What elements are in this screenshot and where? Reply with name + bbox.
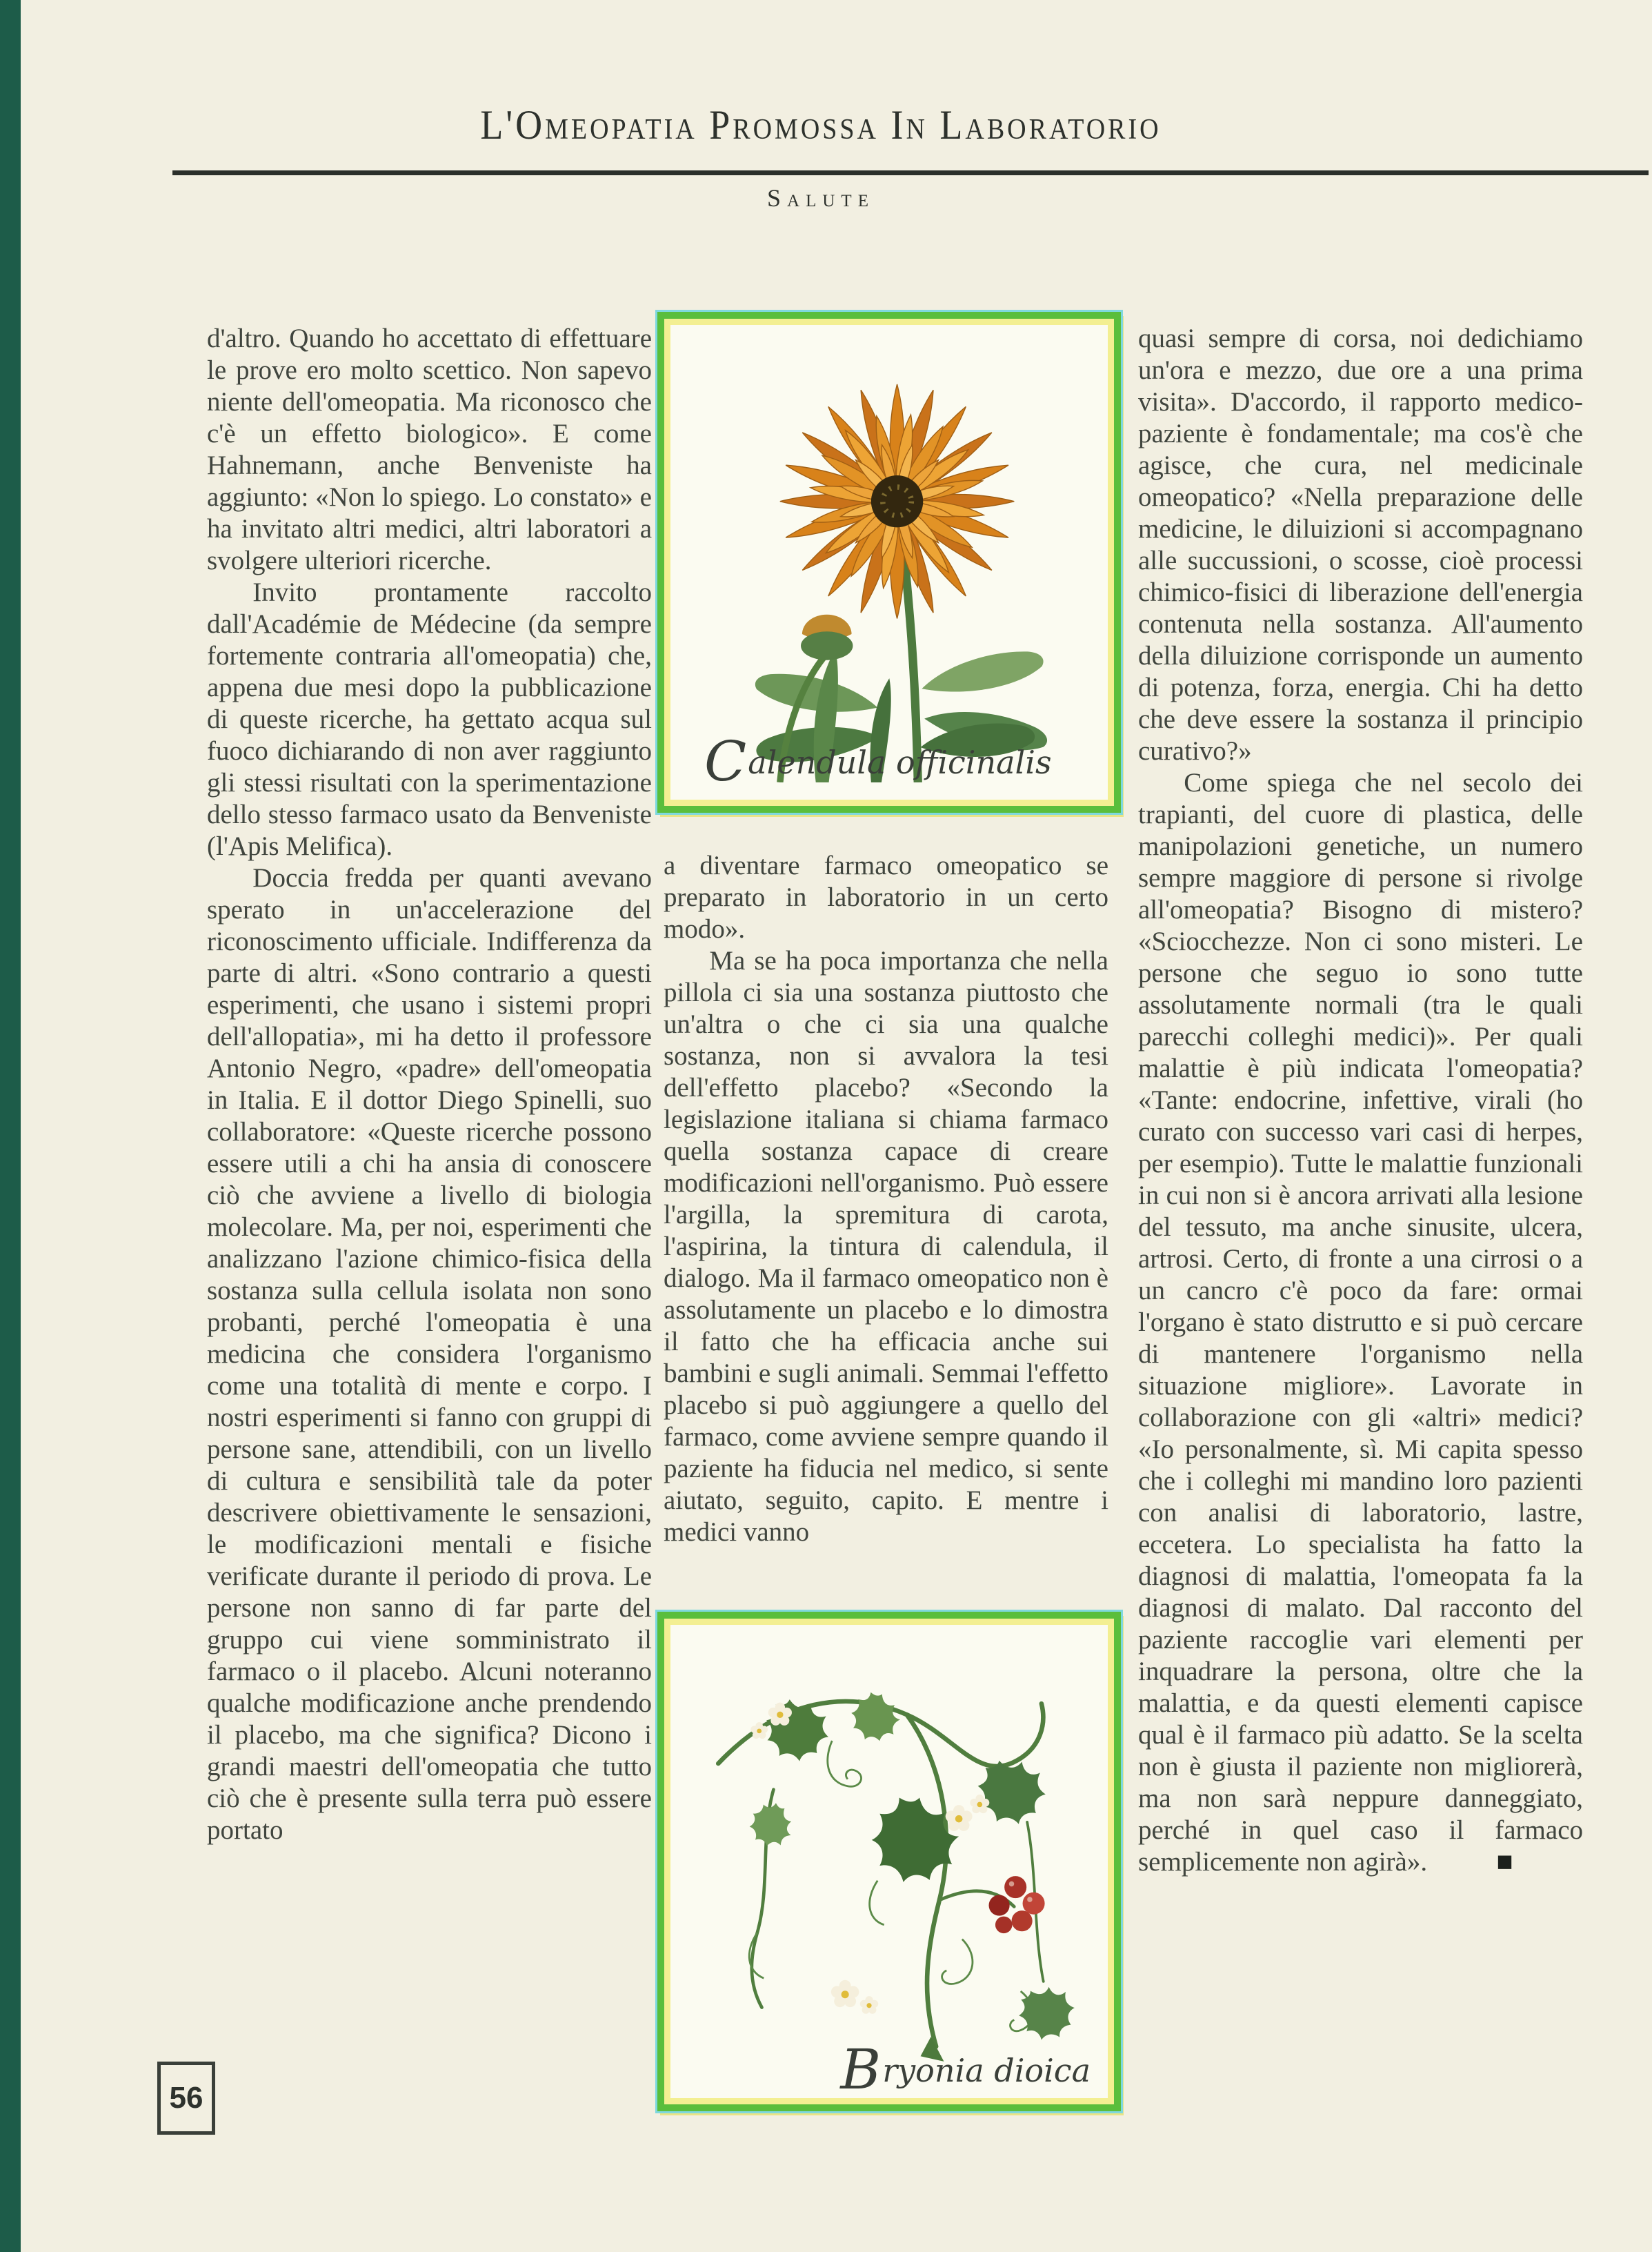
calendula-illustration (673, 327, 1089, 782)
article-column-3 (1138, 323, 1583, 2200)
article-paragraph: Doccia fredda per quanti avevano sperato in un'accelerazione del riconoscimento ufficiale. Indifferenza da parte di altri. «Sono contrario a questi esperimenti, che usano i sistemi propri dell'allopatia», mi ha detto il professore Antonio Negro, «padre» dell'omeopatia in Italia. E il dottor Diego Spinelli, suo collaboratore: «Queste ricerche possono essere utili a chi ha ansia di conoscere ciò che avviene a livello di biologia molecolare. Ma, per noi, esperimenti che analizzano l'azione chimico-fisica della sostanza sulla cellula isolata non sono probanti, perché l'omeopatia è una medicina che considera l'organismo come una totalità di mente e corpo. I nostri esperimenti si fanno con gruppi di persone sane, attendibili, con un livello di cultura e sensibilità tale da poter descrivere obiettivamente le sensazioni, le modificazioni mentali e fisiche verificate durante il periodo di prova. Le persone non sanno di far parte del gruppo cui viene somministrato il farmaco o il placebo. Alcuni noteranno qualche modificazione anche prendendo il placebo, ma che significa? Dicono i grandi maestri dell'omeopatia che tutto ciò che è presente sulla terra può essere portato (207, 863, 652, 1845)
section-label: Salute (767, 184, 875, 212)
caption-text: alendula officinalis (748, 744, 1052, 781)
caption-text: ryonia dioica (882, 2052, 1091, 2089)
caption-initial: C (704, 729, 747, 793)
article-column-2 (664, 850, 1108, 1609)
article-paragraph: Invito prontamente raccolto dall'Académie de Médecine (da sempre fortemente contraria all'omeopatia) che, appena due mesi dopo la pubblicazione di queste ricerche, ha gettato acqua sul fuoco dichiarando di non aver raggiunto gli stessi risultati con la sperimentazione dello stesso farmaco usato da Benveniste (l'Apis Melifica). (207, 577, 652, 861)
article-paragraph: quasi sempre di corsa, noi dedichiamo un'ora e mezzo, due ore a una prima visita». D'accordo, il rapporto medico-paziente è fondamentale; ma cos'è che agisce, che cura, nel medicinale omeopatico? «Nella preparazione delle medicine, le diluizioni si accompagnano alle succussioni, o scosse, cioè processi chimico-fisici di liberazione dell'energia contenuta nella sostanza. All'aumento della diluizione corrisponde un aumento di potenza, forza, energia. Chi ha detto che deve essere la sostanza il principio curativo?» (1138, 324, 1583, 766)
bryonia-illustration (673, 1627, 1089, 2082)
header-rule (172, 170, 1649, 175)
page-title: L'Omeopatia Promossa In Laboratorio (480, 101, 1162, 148)
paragraph-text: Come spiega che nel secolo dei trapianti, del cuore di plastica, delle manipolazioni genetiche, un numero sempre maggiore di persone si rivolge all'omeopatia? Bisogno di mistero? «Sciocchezze. Non ci sono misteri. Le persone che seguo io sono tutte assolutamente normali (tra le quali parecchi colleghi medici)». Per quali malattie è più indicata l'omeopatia? «Tante: endocrine, infettive, virali (ho curato con successo vari casi di herpes, per esempio). Tutte le malattie funzionali in cui non si è ancora arrivati alla lesione del tessuto, ma anche sinusite, ulcera, artrosi. Certo, di fronte a una cirrosi o a un cancro c'è poco da fare: ormai l'organo è stato distrutto e si può cercare di mantenere l'organismo nella situazione migliore». Lavorate in collaborazione con gli «altri» medici? «Io personalmente, sì. Mi capita spesso che i colleghi mi mandino loro pazienti con analisi di laboratorio, lastre, eccetera. Lo specialista ha fatto la diagnosi di malattia, l'omeopata fa la diagnosi di malato. Dal racconto del paziente raccoglie vari elementi per inquadrare la persona, oltre che la malattia, e da questi elementi capisce qual è il farmaco più adatto. Se la scelta non è giusta il paziente non migliorerà, ma non sarà neppure danneggiato, perché in quel caso il farmaco semplicemente non agirà». (1138, 768, 1583, 1877)
spine-color-bar (0, 0, 21, 2252)
article-paragraph: d'altro. Quando ho accettato di effettuare le prove ero molto scettico. Non sapevo niente dell'omeopatia. Ma riconosco che c'è un effetto biologico». E come Hahnemann, anche Benveniste ha aggiunto: «Non lo spiego. Lo constato» e ha invitato altri medici, altri laboratori a svolgere ulteriori ricerche. (207, 324, 652, 575)
plate-caption (840, 2037, 1091, 2102)
calendula-plate (657, 312, 1121, 813)
plate-caption (704, 729, 1052, 793)
article-paragraph: a diventare farmaco omeopatico se preparato in laboratorio in un certo modo». (664, 851, 1108, 944)
bryonia-plate (657, 1612, 1121, 2111)
article-paragraph: Come spiega che nel secolo dei trapianti, del cuore di plastica, delle manipolazioni genetiche, un numero sempre maggiore di persone si rivolge all'omeopatia? Bisogno di mistero? «Sciocchezze. Non ci sono misteri. Le persone che seguo io sono tutte assolutamente normali (tra le quali parecchi colleghi medici)». Per quali malattie è più indicata l'omeopatia? «Tante: endocrine, infettive, virali (ho curato con successo vari casi di herpes, per esempio). Tutte le malattie funzionali in cui non si è ancora arrivati alla lesione del tessuto, ma anche sinusite, ulcera, artrosi. Certo, di fronte a una cirrosi o a un cancro c'è poco da fare: ormai l'organo è stato distrutto e si può cercare di mantenere l'organismo nella situazione migliore». Lavorate in collaborazione con gli «altri» medici? «Io personalmente, sì. Mi capita spesso che i colleghi mi mandino loro pazienti con analisi di laboratorio, lastre, eccetera. Lo specialista ha fatto la diagnosi di malattia, l'omeopata fa la diagnosi di malato. Dal racconto del paziente raccoglie vari elementi per inquadrare la persona, oltre che la malattia, e da questi elementi capisce qual è il farmaco più adatto. Se la scelta non è giusta il paziente non migliorerà, ma non sarà neppure danneggiato, perché in quel caso il farmaco semplicemente non agirà». ■ (1138, 768, 1583, 1877)
caption-initial: B (840, 2037, 882, 2102)
article-column-1 (207, 323, 652, 2089)
article-paragraph: Ma se ha poca importanza che nella pillola ci sia una sostanza piuttosto che un'altra o che ci sia una qualche sostanza, non si avvalora la tesi dell'effetto placebo? «Secondo la legislazione italiana si chiama farmaco quella sostanza capace di creare modificazioni nell'organismo. Può essere l'argilla, la spremitura di carota, l'aspirina, la tintura di calendula, il dialogo. Ma il farmaco omeopatico non è assolutamente un placebo e lo dimostra il fatto che ha efficacia anche sui bambini e sugli animali. Semmai l'effetto placebo si può aggiungere a quello del farmaco, come avviene sempre quando il paziente ha fiducia nel medico, si sente aiutato, seguito, capito. E mentre i medici vanno (664, 946, 1108, 1547)
page-number: 56 (157, 2062, 215, 2135)
